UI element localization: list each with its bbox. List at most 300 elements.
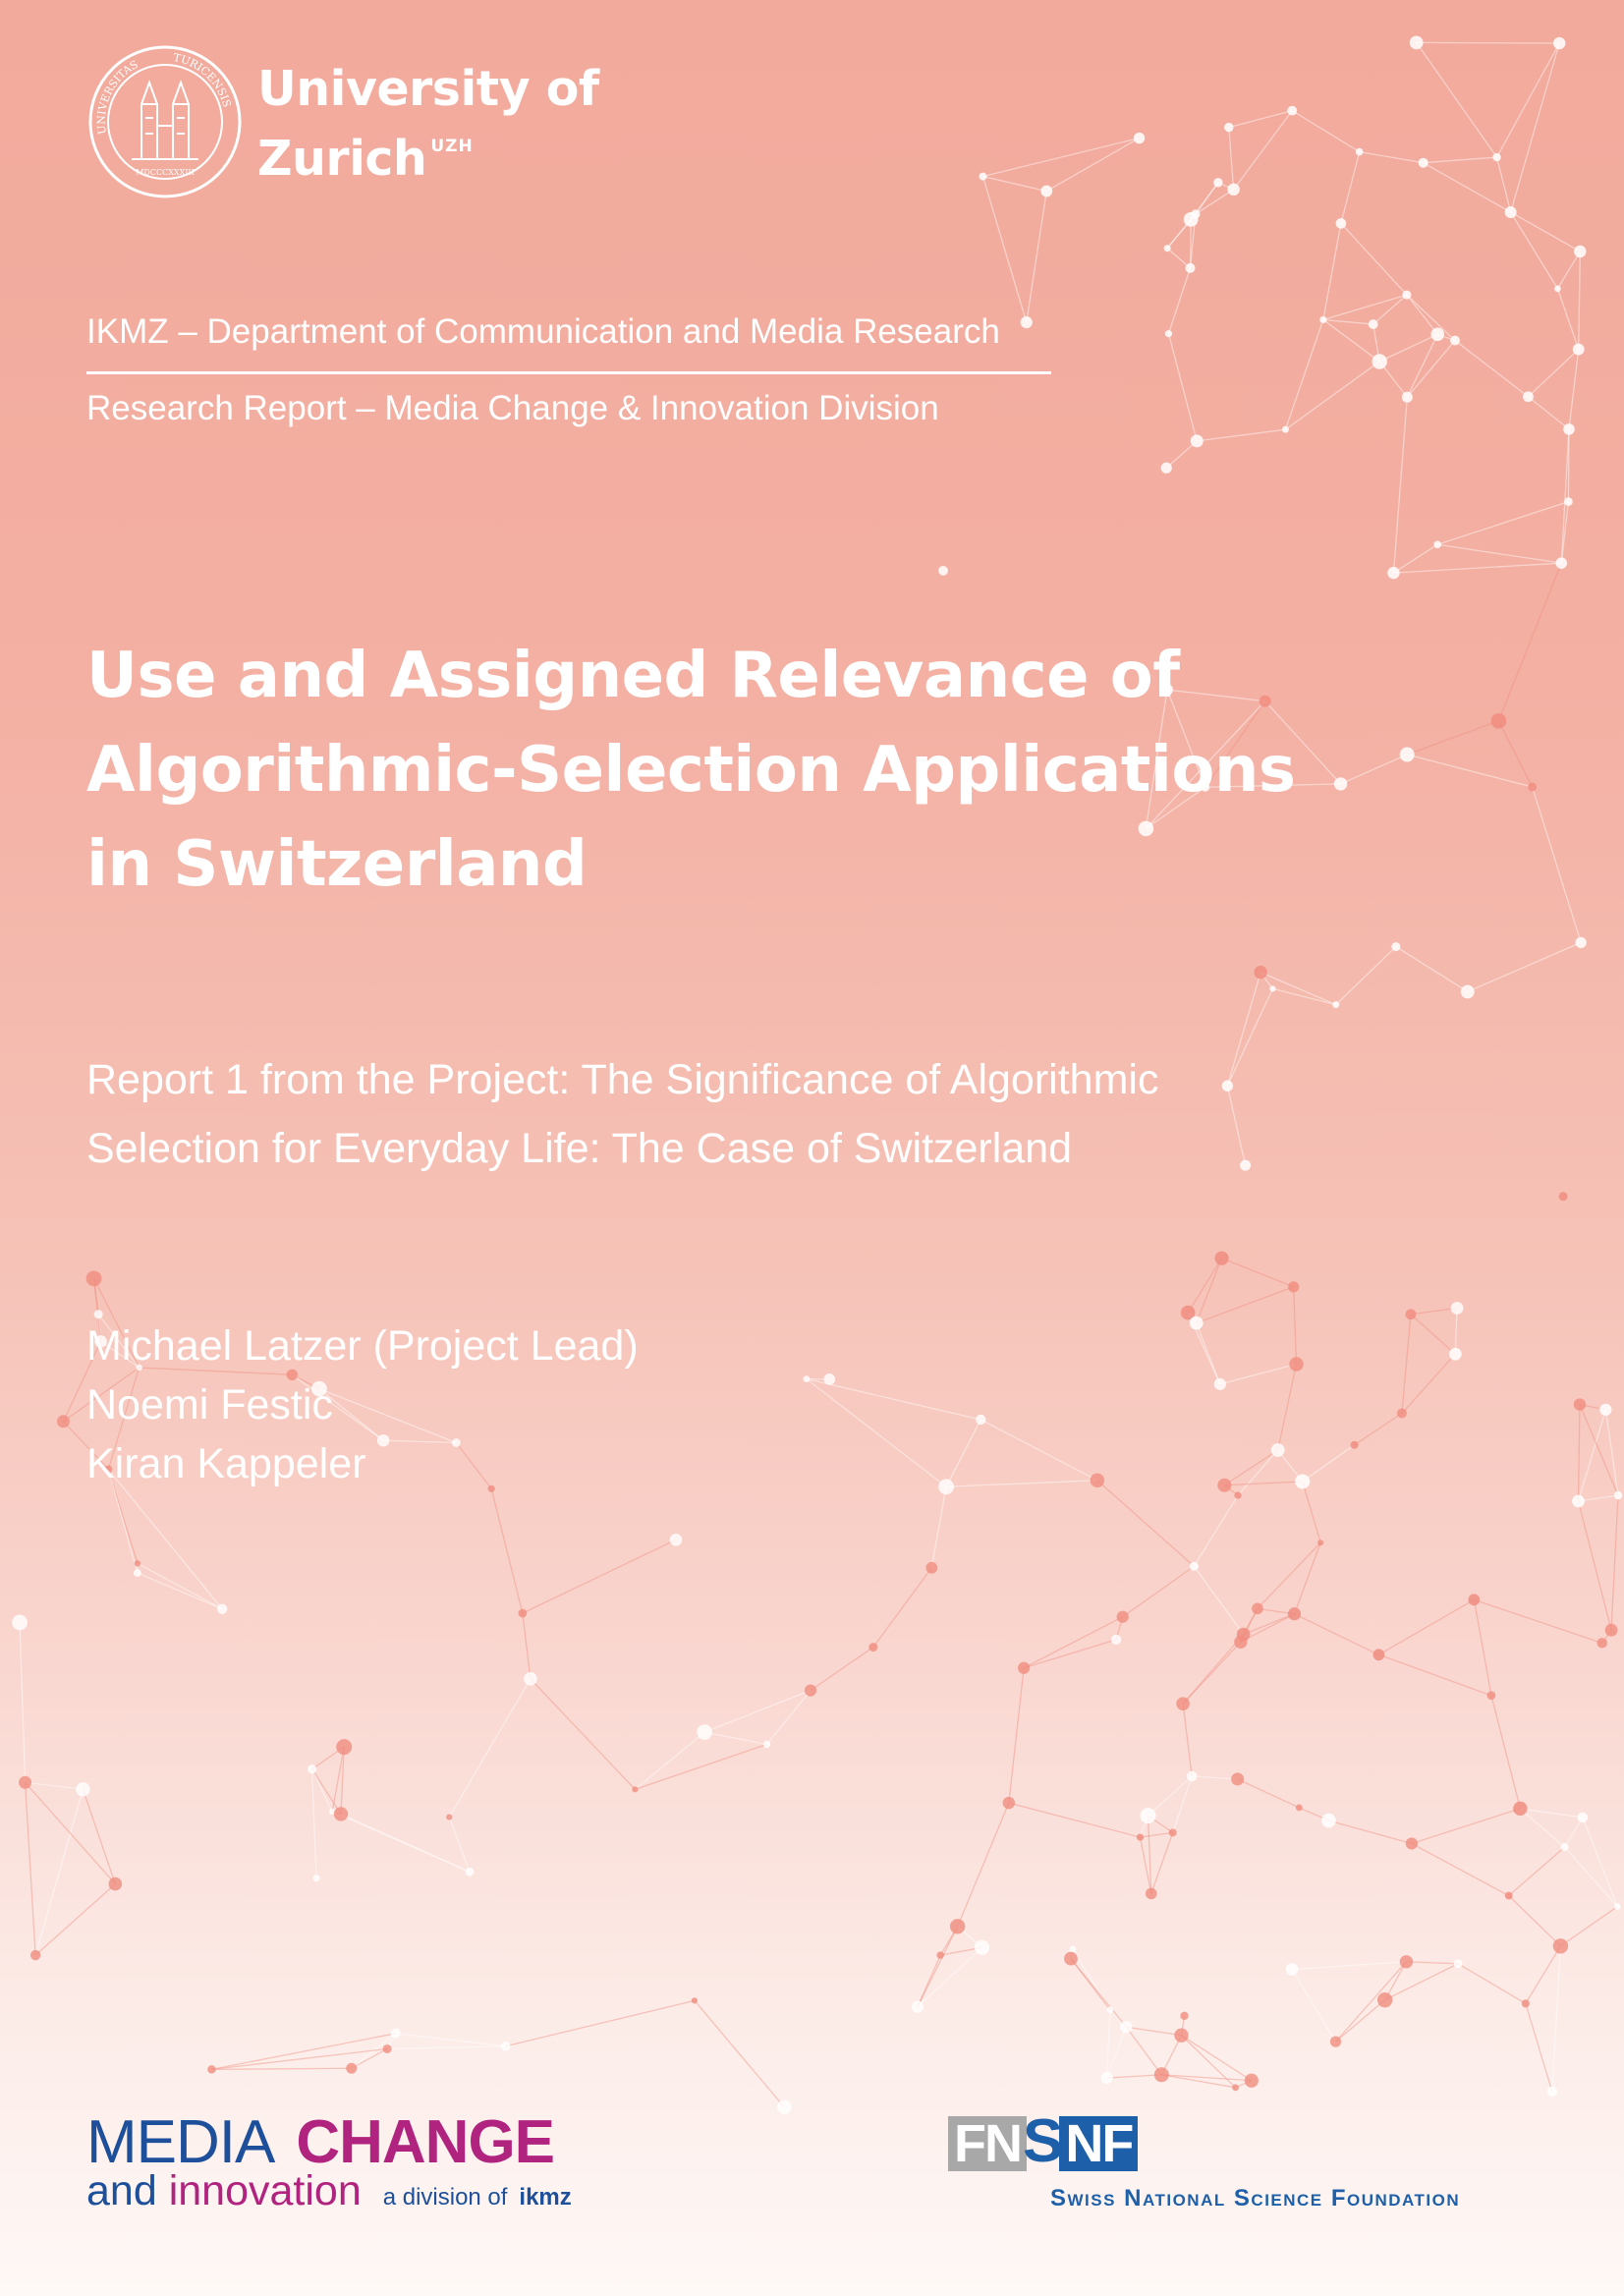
network-line — [83, 1789, 115, 1883]
network-node — [1288, 1607, 1301, 1620]
network-line — [1027, 192, 1047, 323]
network-node — [1513, 1802, 1527, 1816]
network-line — [1071, 1959, 1126, 2028]
network-node — [1111, 1635, 1121, 1645]
subtitle-line-2: Selection for Everyday Life: The Case of Switzerland — [86, 1125, 1073, 1172]
network-line — [531, 1679, 635, 1790]
network-line — [1224, 1482, 1302, 1485]
network-line — [982, 177, 1046, 192]
author-item: Kiran Kappeler — [86, 1440, 366, 1487]
network-node — [1559, 1192, 1568, 1201]
network-line — [1528, 397, 1569, 429]
network-node — [308, 1764, 316, 1773]
network-node — [134, 1569, 141, 1577]
network-line — [506, 2000, 695, 2045]
network-line — [695, 2000, 784, 2106]
network-node — [312, 1875, 319, 1881]
network-line — [958, 1803, 1009, 1927]
network-line — [1303, 1482, 1320, 1542]
network-node — [1487, 1691, 1496, 1700]
network-line — [1560, 1907, 1617, 1946]
network-node — [518, 1609, 527, 1618]
network-line — [1323, 295, 1407, 319]
network-line — [1605, 1410, 1618, 1495]
network-node — [1288, 1281, 1299, 1292]
network-node — [936, 1951, 944, 1959]
network-line — [1197, 429, 1285, 441]
network-line — [1107, 2010, 1110, 2078]
network-node — [805, 1685, 816, 1697]
network-line — [1396, 947, 1468, 992]
network-line — [1123, 1566, 1195, 1616]
network-line — [1417, 42, 1497, 157]
network-node — [1468, 1594, 1480, 1605]
network-line — [1393, 397, 1407, 573]
network-node — [1234, 1491, 1241, 1498]
network-line — [1385, 1964, 1458, 2000]
network-node — [1450, 336, 1460, 346]
network-node — [1491, 713, 1507, 729]
network-node — [1454, 1959, 1463, 1968]
network-line — [918, 1955, 940, 2007]
network-line — [1336, 1962, 1407, 2042]
snf-fn-block: FN — [948, 2116, 1027, 2171]
network-line — [1046, 139, 1139, 192]
network-node — [1154, 2067, 1169, 2082]
network-line — [1455, 1308, 1457, 1354]
network-node — [446, 1814, 452, 1820]
network-node — [1190, 1316, 1204, 1330]
author-list — [86, 1316, 639, 1493]
division-line: Research Report – Media Change & Innovation Division — [86, 389, 939, 427]
network-node — [938, 1479, 954, 1494]
university-name-line1: University of — [257, 61, 599, 117]
network-node — [803, 1375, 810, 1382]
network-line — [26, 1782, 84, 1789]
network-node — [1190, 1562, 1199, 1571]
logo-division-of: a division of — [382, 2184, 508, 2211]
network-node — [1232, 2084, 1239, 2091]
network-line — [1528, 350, 1578, 397]
network-line — [1474, 1599, 1601, 1643]
network-line — [387, 2046, 505, 2049]
network-node — [1003, 1797, 1015, 1809]
network-line — [704, 1732, 766, 1744]
network-line — [1238, 1779, 1300, 1808]
network-line — [1402, 1315, 1411, 1414]
university-name — [257, 61, 599, 188]
network-node — [632, 1786, 638, 1792]
network-node — [697, 1724, 712, 1740]
network-node — [1161, 463, 1172, 474]
svg-text:UNIVERSITAS — [95, 58, 140, 136]
network-line — [312, 1769, 333, 1812]
network-node — [1180, 2012, 1188, 2020]
network-line — [1379, 334, 1437, 362]
network-node — [1402, 392, 1413, 403]
network-node — [1430, 327, 1444, 341]
snf-logo — [948, 2107, 1461, 2212]
network-node — [1391, 942, 1400, 951]
subtitle-line-1: Report 1 from the Project: The Significance of Algorithmic — [86, 1056, 1159, 1103]
department-divider — [86, 371, 1051, 374]
network-node — [1572, 1495, 1585, 1508]
network-node — [501, 2042, 511, 2051]
network-node — [1614, 1903, 1620, 1909]
network-node — [1187, 1771, 1198, 1782]
network-line — [1509, 1847, 1565, 1895]
network-node — [975, 1940, 989, 1955]
network-node — [57, 1415, 70, 1428]
network-node — [950, 1919, 965, 1933]
network-line — [1458, 1964, 1526, 2004]
network-line — [1552, 1946, 1561, 2092]
network-node — [1492, 153, 1500, 161]
network-line — [1292, 1962, 1406, 1970]
network-line — [1565, 1818, 1583, 1847]
network-line — [1188, 1259, 1221, 1313]
network-node — [19, 1776, 31, 1789]
network-node — [1176, 1697, 1190, 1710]
network-node — [1351, 1441, 1359, 1449]
network-node — [1134, 133, 1145, 143]
network-line — [1197, 1259, 1222, 1323]
network-node — [1064, 1952, 1078, 1966]
network-line — [1378, 1654, 1491, 1695]
network-line — [1526, 2003, 1552, 2092]
network-node — [1282, 426, 1289, 433]
network-line — [1497, 43, 1560, 157]
network-line — [946, 1481, 1097, 1487]
logo-and-word: and — [86, 2167, 157, 2214]
network-node — [1169, 1828, 1177, 1836]
network-node — [1578, 1813, 1588, 1822]
network-line — [1360, 152, 1424, 163]
network-node — [1599, 1404, 1611, 1416]
network-line — [1511, 212, 1581, 252]
network-node — [1214, 1252, 1228, 1265]
network-node — [1319, 316, 1326, 323]
network-line — [1406, 1962, 1458, 1964]
network-line — [1197, 1287, 1294, 1323]
network-line — [980, 1420, 1097, 1481]
network-node — [1295, 1474, 1310, 1488]
network-line — [1578, 1501, 1611, 1630]
network-line — [1292, 111, 1359, 152]
network-node — [692, 1997, 698, 2003]
network-line — [1393, 563, 1561, 573]
network-line — [332, 1812, 470, 1872]
network-line — [1497, 157, 1511, 212]
network-line — [1393, 544, 1437, 573]
network-line — [1194, 1566, 1243, 1634]
network-node — [1224, 123, 1233, 132]
network-node — [979, 173, 986, 181]
logo-innovation-word: innovation — [168, 2167, 362, 2214]
network-line — [396, 2034, 506, 2046]
network-line — [1511, 43, 1560, 212]
network-line — [1097, 1481, 1195, 1566]
network-node — [1184, 212, 1199, 227]
network-node — [1106, 2006, 1113, 2013]
network-node — [1070, 1946, 1077, 1953]
network-node — [1575, 937, 1586, 948]
network-node — [1461, 985, 1475, 999]
network-line — [811, 1648, 873, 1691]
network-node — [524, 1672, 537, 1686]
network-node — [1410, 36, 1424, 50]
network-node — [1356, 148, 1364, 156]
network-node — [1213, 178, 1222, 187]
network-line — [1341, 152, 1360, 224]
title-line-3: in Switzerland — [86, 828, 588, 901]
network-line — [1526, 1946, 1561, 2003]
network-line — [1258, 1542, 1320, 1608]
network-node — [1505, 1892, 1513, 1900]
network-line — [1583, 1818, 1617, 1907]
network-line — [1328, 1820, 1411, 1843]
network-line — [1557, 289, 1578, 350]
network-line — [1183, 1634, 1244, 1704]
network-node — [1419, 158, 1428, 168]
network-node — [1245, 2074, 1259, 2088]
report-title — [86, 629, 1403, 912]
network-node — [1321, 1814, 1336, 1828]
network-node — [1040, 186, 1052, 197]
network-line — [1168, 334, 1197, 441]
network-line — [1412, 1843, 1509, 1895]
network-line — [1181, 2036, 1251, 2081]
network-line — [1336, 2000, 1385, 2042]
network-line — [1509, 1895, 1561, 1945]
network-node — [1574, 1398, 1586, 1410]
network-line — [1292, 1970, 1336, 2043]
network-line — [1234, 111, 1293, 190]
network-line — [1378, 1599, 1474, 1654]
network-line — [1295, 1542, 1321, 1614]
network-line — [1244, 1614, 1295, 1635]
author-item: Michael Latzer (Project Lead) — [86, 1322, 639, 1370]
network-node — [1564, 497, 1573, 506]
network-node — [135, 1560, 140, 1566]
network-line — [138, 1573, 222, 1609]
network-line — [635, 1732, 704, 1789]
network-line — [449, 1679, 531, 1818]
network-line — [1303, 1445, 1355, 1482]
network-line — [1565, 1847, 1618, 1906]
network-node — [868, 1643, 877, 1652]
network-line — [1009, 1668, 1024, 1803]
network-node — [1505, 206, 1517, 218]
network-node — [1400, 1955, 1413, 1968]
network-node — [1523, 391, 1534, 402]
network-node — [12, 1615, 28, 1631]
network-line — [1455, 341, 1528, 397]
network-line — [1285, 319, 1322, 429]
network-line — [523, 1540, 676, 1613]
network-node — [1146, 1888, 1157, 1900]
network-node — [1554, 286, 1561, 293]
network-line — [982, 177, 1026, 323]
network-node — [1614, 1491, 1622, 1499]
network-line — [1107, 2027, 1127, 2078]
network-line — [20, 1622, 25, 1782]
network-node — [1369, 319, 1378, 329]
network-node — [1287, 106, 1297, 116]
network-line — [523, 1613, 531, 1679]
network-line — [1407, 295, 1437, 334]
network-node — [86, 1270, 102, 1286]
network-node — [1227, 184, 1239, 196]
network-node — [30, 1950, 40, 1960]
network-node — [76, 1782, 89, 1796]
network-node — [1573, 344, 1585, 356]
seal-text-left: UNIVERSITAS — [94, 57, 140, 136]
network-node — [1332, 1001, 1339, 1008]
network-node — [1021, 316, 1033, 328]
network-node — [1217, 1479, 1231, 1492]
network-line — [1009, 1803, 1141, 1837]
network-node — [1605, 1624, 1618, 1637]
network-node — [1234, 1636, 1247, 1649]
network-line — [1511, 212, 1558, 289]
network-line — [1220, 1365, 1297, 1384]
network-line — [704, 1691, 811, 1732]
network-line — [312, 1769, 317, 1878]
network-line — [1580, 1405, 1618, 1496]
network-line — [1229, 111, 1292, 128]
report-subtitle — [86, 1045, 1364, 1183]
network-node — [1330, 2037, 1341, 2047]
network-line — [1578, 1405, 1579, 1501]
network-node — [1553, 37, 1565, 49]
snf-wordmark — [948, 2107, 1138, 2175]
network-node — [1336, 218, 1347, 229]
network-line — [1126, 2027, 1181, 2035]
network-line — [1611, 1495, 1618, 1630]
seal-year: MDCCCXXXIII — [136, 168, 195, 177]
network-line — [1107, 2075, 1162, 2078]
network-node — [824, 1373, 836, 1385]
university-name-line2: Zurich — [257, 131, 427, 187]
network-node — [1120, 2021, 1132, 2033]
network-node — [1317, 1540, 1323, 1545]
network-line — [1437, 502, 1568, 545]
network-line — [1557, 252, 1580, 289]
network-node — [1406, 1837, 1418, 1849]
author-item: Noemi Festic — [86, 1381, 333, 1428]
network-line — [1424, 163, 1511, 212]
network-node — [1254, 966, 1266, 979]
network-node — [925, 1562, 937, 1574]
network-node — [1164, 245, 1171, 252]
network-line — [1498, 563, 1561, 721]
network-line — [1341, 223, 1407, 295]
network-node — [1185, 263, 1195, 273]
network-node — [1372, 354, 1386, 368]
network-line — [1437, 544, 1561, 563]
network-node — [1563, 423, 1575, 435]
seal-text-right: TURICENSIS — [172, 51, 234, 109]
network-node — [912, 2001, 924, 2013]
network-line — [1183, 1704, 1192, 1776]
logo-change-word: CHANGE — [296, 2108, 555, 2176]
network-node — [1289, 1357, 1303, 1371]
department-line: IKMZ – Department of Communication and Media Research — [86, 312, 1000, 351]
network-node — [1271, 1443, 1285, 1457]
snf-s-letter: S — [1022, 2107, 1064, 2175]
network-line — [931, 1486, 946, 1568]
network-line — [1498, 721, 1532, 787]
network-line — [1407, 721, 1498, 755]
network-line — [918, 1947, 982, 2006]
network-node — [1561, 1843, 1569, 1851]
network-node — [391, 2029, 401, 2039]
network-line — [1474, 1599, 1491, 1695]
network-line — [1192, 1776, 1237, 1779]
network-line — [1569, 350, 1579, 429]
network-line — [635, 1745, 766, 1790]
network-node — [1547, 2087, 1557, 2097]
network-node — [1174, 2028, 1188, 2042]
network-line — [1407, 295, 1455, 340]
network-node — [1101, 2072, 1113, 2084]
network-node — [1137, 1833, 1144, 1840]
network-line — [1151, 1832, 1173, 1893]
network-node — [1286, 1963, 1299, 1976]
network-line — [1533, 787, 1582, 942]
network-node — [938, 566, 948, 576]
network-node — [976, 1415, 985, 1425]
network-node — [1191, 434, 1204, 447]
network-line — [1407, 755, 1532, 787]
university-sup: UZH — [430, 137, 474, 156]
network-line — [1411, 1308, 1457, 1314]
network-line — [1194, 1495, 1238, 1566]
network-line — [1229, 128, 1234, 190]
snf-nf-block: NF — [1059, 2116, 1138, 2171]
network-node — [777, 2100, 792, 2114]
network-line — [1295, 1614, 1379, 1655]
title-line-1: Use and Assigned Relevance of — [86, 640, 1180, 712]
network-node — [1555, 557, 1567, 569]
network-node — [346, 2063, 357, 2074]
network-line — [26, 1782, 116, 1883]
network-line — [982, 139, 1139, 177]
network-node — [1451, 1302, 1464, 1315]
network-node — [1214, 1378, 1226, 1390]
network-line — [946, 1420, 980, 1486]
network-line — [1140, 1832, 1172, 1837]
network-node — [1433, 540, 1441, 548]
network-node — [1597, 1638, 1607, 1648]
network-line — [1323, 319, 1373, 324]
network-node — [1574, 246, 1586, 257]
network-line — [1222, 1259, 1294, 1287]
network-node — [1296, 1805, 1303, 1812]
network-node — [207, 2065, 215, 2073]
network-line — [1278, 1365, 1297, 1451]
network-node — [1141, 1808, 1156, 1823]
network-line — [211, 2068, 351, 2069]
network-node — [1252, 1603, 1263, 1615]
network-line — [1285, 362, 1379, 429]
network-line — [1411, 1315, 1455, 1354]
network-line — [26, 1782, 36, 1955]
network-node — [1231, 1772, 1244, 1785]
network-node — [1372, 1649, 1384, 1660]
network-line — [1294, 1287, 1297, 1365]
